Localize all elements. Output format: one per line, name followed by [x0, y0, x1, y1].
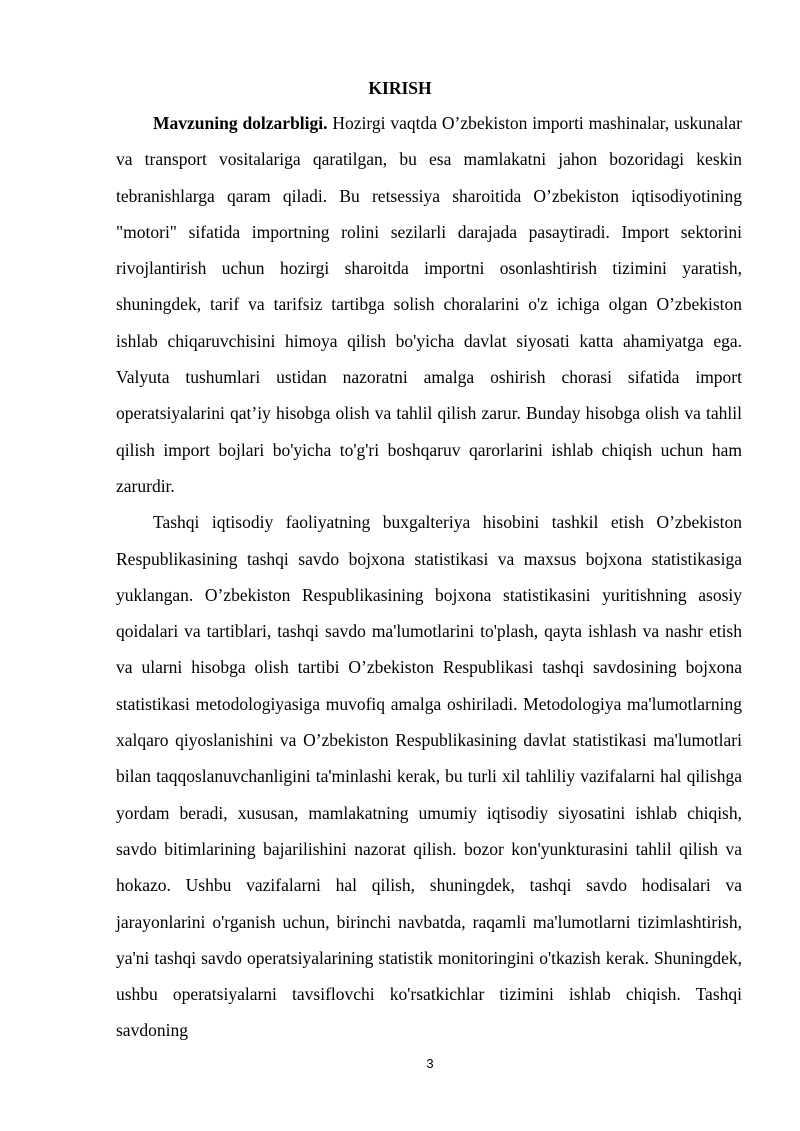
paragraph-lead: Mavzuning dolzarbligi.: [153, 113, 328, 133]
paragraph-text: Tashqi iqtisodiy faoliyatning buxgalteriya hisobini tashkil etish O’zbekiston Respublikasining tashqi savdo bojxona statistikasi va maxsus bojxona statistikasiga yuklangan. O’zbekiston Respublikasining bojxona statistikasini yuritishning asosiy qoidalari va tartiblari, tashqi savdo ma'lumotlarini to'plash, qayta ishlash va nashr etish va ularni hisobga olish tartibi O’zbekiston Respublikasi tashqi savdosining bojxona statistikasi metodologiyasiga muvofiq amalga oshiriladi. Metodologiya ma'lumotlarning xalqaro qiyoslanishini va O’zbekiston Respublikasining davlat statistikasi ma'lumotlari bilan taqqoslanuvchanligini ta'minlashi kerak, bu turli xil tahliliy vazifalarni hal qilishga yordam beradi, xususan, mamlakatning umumiy iqtisodiy siyosatini ishlab chiqish, savdo bitimlarining bajarilishini nazorat qilish. bozor kon'yunkturasini tahlil qilish va hokazo. Ushbu vazifalarni hal qilish, shuningdek, tashqi savdo hodisalari va jarayonlarini o'rganish uchun, birinchi navbatda, raqamli ma'lumotlarni tizimlashtirish, ya'ni tashqi savdo operatsiyalarining statistik monitoringini o'tkazish kerak. Shuningdek, ushbu operatsiyalarni tavsiflovchi ko'rsatkichlar tizimini ishlab chiqish. Tashqi savdoning: [116, 512, 742, 1041]
document-body: [116, 105, 742, 1049]
paragraph-accounting: [116, 504, 742, 1048]
paragraph-text: Hozirgi vaqtda O’zbekiston importi mashinalar, uskunalar va transport vositalariga qaratilgan, bu esa mamlakatni jahon bozoridagi keskin tebranishlarga qaram qiladi. Bu retsessiya sharoitida O’zbekiston iqtisodiyotining "motori" sifatida importning rolini sezilarli darajada pasaytiradi. Import sektorini rivojlantirish uchun hozirgi sharoitda importni osonlashtirish tizimini yaratish, shuningdek, tarif va tarifsiz tartibga solish choralarini o'z ichiga olgan O’zbekiston ishlab chiqaruvchisini himoya qilish bo'yicha davlat siyosati katta ahamiyatga ega. Valyuta tushumlari ustidan nazoratni amalga oshirish chorasi sifatida import operatsiyalarini qat’iy hisobga olish va tahlil qilish zarur. Bunday hisobga olish va tahlil qilish import bojlari bo'yicha to'g'ri boshqaruv qarorlarini ishlab chiqish uchun ham zarurdir.: [116, 113, 742, 496]
paragraph-relevance: [116, 105, 742, 504]
section-title: KIRISH: [368, 78, 432, 98]
page-number: 3: [426, 1056, 434, 1071]
